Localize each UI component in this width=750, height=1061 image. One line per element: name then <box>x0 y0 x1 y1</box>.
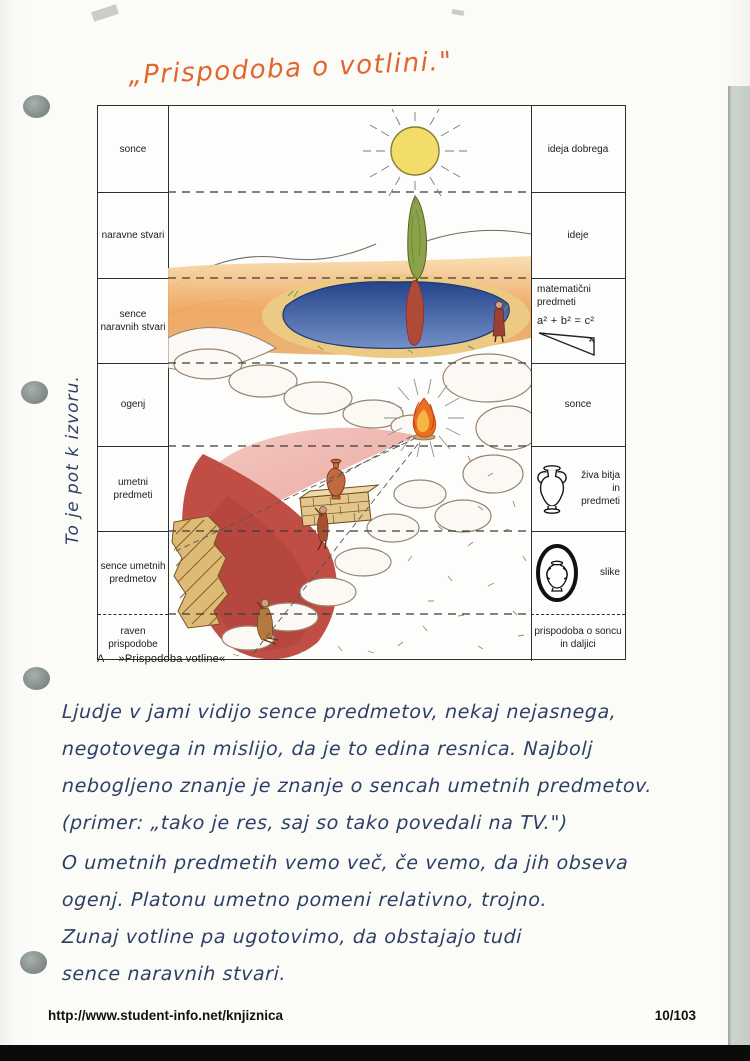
row-label-matematicni <box>531 278 625 363</box>
handwritten-paragraph-2 <box>62 845 722 993</box>
row-label-slike <box>531 531 625 614</box>
row-label-ideja-dobrega: ideja dobrega <box>547 143 609 155</box>
scan-artifact <box>91 4 119 22</box>
scan-bottom-bar <box>0 1045 750 1061</box>
note-line: (primer: „tako je res, saj so tako povedali na TV.") <box>61 812 569 834</box>
row-label-sence-naravnih: sence naravnih stvari <box>100 308 166 333</box>
note-line: Ljudje v jami vidijo sence predmetov, nekaj nejasnega, <box>61 701 617 723</box>
scan-edge-strip <box>728 86 750 1045</box>
figure-caption-text: »Prispodoba votline« <box>118 653 226 665</box>
amphora-icon <box>534 462 570 516</box>
margin-note-vertical: To je pot k izvoru. <box>63 375 83 545</box>
hole-punch <box>20 951 47 974</box>
pythagoras-formula: a² + b² = c² <box>537 315 595 327</box>
row-label-ideje: ideje <box>567 229 589 241</box>
hole-punch <box>21 381 48 404</box>
row-label-sonce: sonce <box>119 143 147 155</box>
row-label-ogenj: ogenj <box>120 399 146 410</box>
hole-punch <box>23 667 50 690</box>
row-label-raven-prispodobe: raven prispodobe <box>108 625 158 650</box>
math-label: matematični predmeti <box>537 284 591 308</box>
scan-artifact <box>452 9 465 16</box>
note-line: nebogljeno znanje je znanje o sencah umetnih predmetov. <box>61 775 653 797</box>
footer-page-number: 10/103 <box>654 1008 696 1023</box>
cave-allegory-illustration <box>168 106 531 661</box>
note-line: sence naravnih stvari. <box>61 963 287 985</box>
row-label-naravne-stvari: naravne stvari <box>101 229 165 241</box>
row-label-sonce-right: sonce <box>564 399 592 410</box>
handwritten-paragraph-1 <box>62 694 722 842</box>
note-line: ogenj. Platonu umetno pomeni relativno, trojno. <box>61 889 548 911</box>
footer-url: http://www.student-info.net/knjiznica <box>48 1008 283 1023</box>
sun-icon <box>363 108 467 203</box>
page-footer <box>0 1008 750 1028</box>
note-line: negotovega in mislijo, da je to edina resnica. Najbolj <box>61 738 594 760</box>
hole-punch <box>23 95 50 118</box>
note-line: Zunaj votline pa ugotovimo, da obstajajo tudi <box>61 926 523 948</box>
row-label-prispodoba-soncu: prispodoba o soncu in daljici <box>534 625 622 650</box>
ziva-bitja-label: živa bitja in predmeti <box>581 470 620 507</box>
row-label-umetni-predmeti: umetni predmeti <box>113 476 153 501</box>
framed-amphora-icon <box>534 542 580 604</box>
row-label-sence-umetnih: sence umetnih predmetov <box>100 560 166 585</box>
right-triangle-icon <box>537 328 599 358</box>
cave-allegory-diagram <box>97 105 626 660</box>
page-title: „Prispodoba o votlini." <box>127 46 454 91</box>
slike-label: slike <box>599 567 620 578</box>
row-label-ziva-bitja <box>531 446 625 531</box>
figure-caption-letter: A <box>97 653 105 665</box>
figure-caption <box>97 653 225 665</box>
fire <box>413 398 436 440</box>
note-line: O umetnih predmetih vemo več, če vemo, da jih obseva <box>61 852 629 874</box>
